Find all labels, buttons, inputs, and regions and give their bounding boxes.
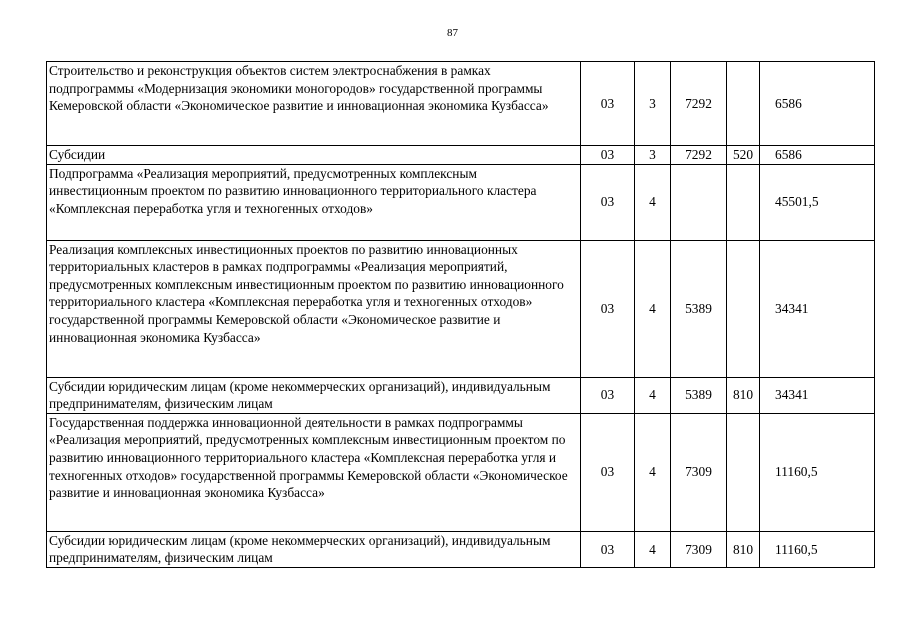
program-cell: 4 — [635, 531, 671, 567]
table-row — [47, 62, 875, 146]
table-row — [47, 146, 875, 165]
program-cell: 3 — [635, 146, 671, 165]
row-name-cell: Субсидии юридическим лицам (кроме некоммерческих организаций), индивидуальным предпринимателям, физическим лицам — [47, 531, 581, 567]
table-row — [47, 531, 875, 567]
direction-cell — [671, 164, 727, 240]
row-name-cell: Подпрограмма «Реализация мероприятий, предусмотренных комплексным инвестиционным проектом по развитию инновационного территориального кластера «Комплексная переработка угля и техногенных отходов» — [47, 164, 581, 240]
table-row — [47, 164, 875, 240]
amount-cell: 6586 — [760, 62, 875, 146]
row-name-cell: Реализация комплексных инвестиционных проектов по развитию инновационных территориальных кластеров в рамках подпрограммы «Реализация мероприятий, предусмотренных комплексным инвестиционным проектом по развитию инновационного территориального кластера «Комплексная переработка угля и техногенных отходов» государственной программы Кемеровской области «Экономическое развитие и инновационная экономика Кузбасса» — [47, 240, 581, 377]
expense-type-cell: 810 — [727, 531, 760, 567]
program-cell: 4 — [635, 240, 671, 377]
section-cell: 03 — [581, 240, 635, 377]
program-cell: 3 — [635, 62, 671, 146]
table-row — [47, 377, 875, 413]
row-name-cell: Государственная поддержка инновационной деятельности в рамках подпрограммы «Реализация мероприятий, предусмотренных комплексным инвестиционным проектом по развитию инновационного территориального кластера «Комплексная переработка угля и техногенных отходов» государственной программы Кемеровской области «Экономическое развитие и инновационная экономика Кузбасса» — [47, 413, 581, 531]
row-name-cell: Субсидии юридическим лицам (кроме некоммерческих организаций), индивидуальным предпринимателям, физическим лицам — [47, 377, 581, 413]
expense-type-cell: 520 — [727, 146, 760, 165]
direction-cell: 5389 — [671, 240, 727, 377]
direction-cell: 7309 — [671, 413, 727, 531]
amount-cell: 6586 — [760, 146, 875, 165]
section-cell: 03 — [581, 531, 635, 567]
section-cell: 03 — [581, 62, 635, 146]
amount-cell: 34341 — [760, 377, 875, 413]
program-cell: 4 — [635, 164, 671, 240]
section-cell: 03 — [581, 146, 635, 165]
expense-type-cell: 810 — [727, 377, 760, 413]
expense-type-cell — [727, 240, 760, 377]
table-row — [47, 413, 875, 531]
page-number: 87 — [447, 27, 458, 39]
row-name-cell: Субсидии — [47, 146, 581, 165]
program-cell: 4 — [635, 377, 671, 413]
amount-cell: 11160,5 — [760, 531, 875, 567]
direction-cell: 7292 — [671, 146, 727, 165]
amount-cell: 34341 — [760, 240, 875, 377]
table-row — [47, 240, 875, 377]
amount-cell: 45501,5 — [760, 164, 875, 240]
expense-type-cell — [727, 62, 760, 146]
program-cell: 4 — [635, 413, 671, 531]
direction-cell: 5389 — [671, 377, 727, 413]
section-cell: 03 — [581, 413, 635, 531]
direction-cell: 7309 — [671, 531, 727, 567]
amount-cell: 11160,5 — [760, 413, 875, 531]
section-cell: 03 — [581, 164, 635, 240]
direction-cell: 7292 — [671, 62, 727, 146]
expense-type-cell — [727, 413, 760, 531]
row-name-cell: Строительство и реконструкция объектов систем электроснабжения в рамках подпрограммы «Модернизация экономики моногородов» государственной программы Кемеровской области «Экономическое развитие и инновационная экономика Кузбасса» — [47, 62, 581, 146]
section-cell: 03 — [581, 377, 635, 413]
expense-type-cell — [727, 164, 760, 240]
budget-table — [46, 61, 875, 568]
